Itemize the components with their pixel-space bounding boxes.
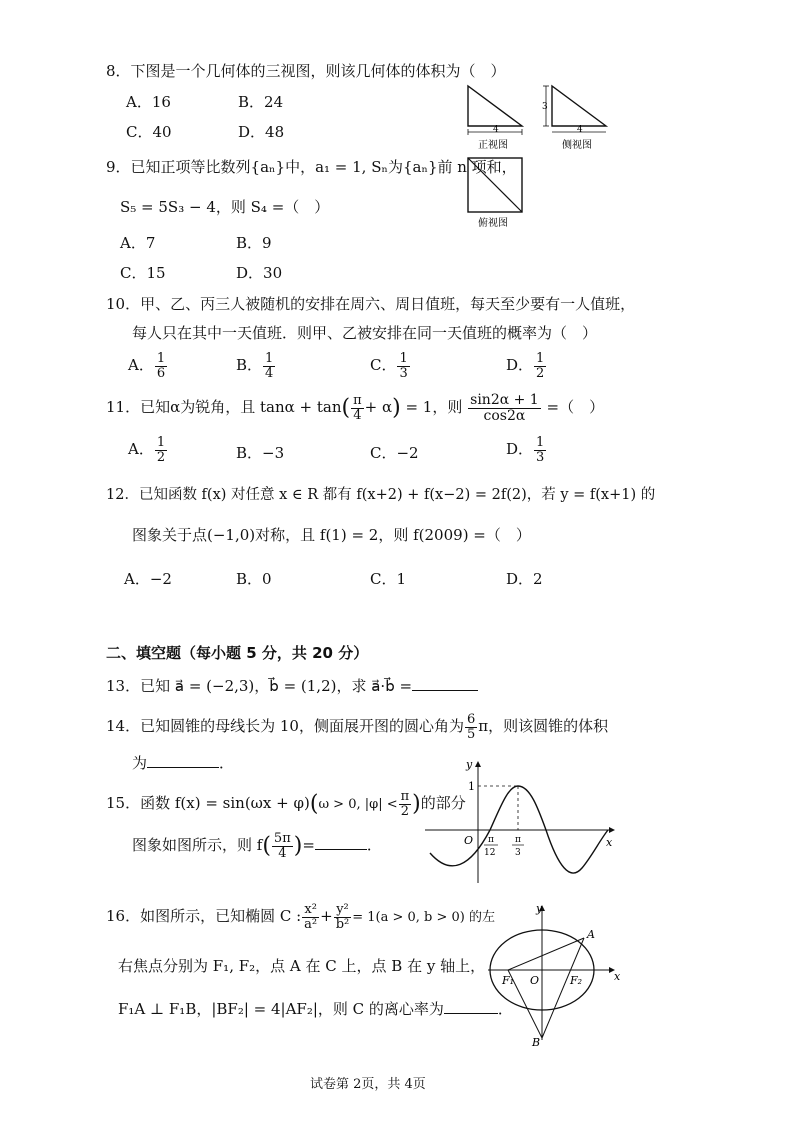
q10-option-c: C． $\frac{1}{3}$ (370, 351, 408, 381)
q8-option-c: C．40 (126, 123, 172, 141)
side-view-caption: 侧视图 (562, 140, 592, 151)
q16-stem-line3: F₁A ⊥ F₁B，|BF₂| = 4|AF₂|，则 C 的离心率为 ． (118, 1000, 513, 1018)
q10-option-a: A． $\frac{1}{6}$ (128, 351, 166, 381)
q8-stem: 8．下图是一个几何体的三视图，则该几何体的体积为（ ） (106, 62, 506, 80)
q11-stem: 11．已知α为锐角，且 tanα + tan( $\frac{\pi}{4}$ + α) = 1，则 $\frac{\sin 2\alpha + 1}{\cos 2\alpha}$ =（ ） (106, 392, 605, 424)
point-b-label: B (532, 1036, 541, 1049)
q15-stem-line2: 图象如图所示，则 f( $\frac{5\pi}{4}$ )= ． (132, 831, 382, 861)
q13-stem: 13．已知 a⃗ = (−2,3)，b⃗ = (1,2)，求 a⃗·b⃗ = (106, 675, 478, 696)
q15-answer-blank[interactable] (315, 849, 367, 850)
front-view-width-label: 4 (493, 125, 499, 135)
q9-option-a: A．7 (120, 234, 156, 252)
side-view (542, 86, 606, 151)
q8-option-d: D．48 (238, 123, 285, 141)
q10-option-d: D． $\frac{1}{2}$ (506, 351, 545, 381)
q16-stem: 16．如图所示，已知椭圆 C : $\frac{\text{x²}}{\text{a²}}$ + $\frac{\text{y²}}{\text{b²}}$ = 1(a > 0, b > 0) 的左 (106, 902, 496, 932)
x-tick-pi3-num: π (515, 835, 521, 845)
x-tick-pi3-den: 3 (515, 848, 521, 858)
q11-option-a: A． $\frac{1}{2}$ (128, 435, 166, 465)
front-view-caption: 正视图 (478, 140, 508, 151)
side-view-width-label: 4 (577, 125, 583, 135)
focus-f2-label: F₂ (570, 974, 583, 987)
q13-answer-blank[interactable] (412, 690, 478, 691)
ellipse-x-label: x (614, 970, 621, 983)
sine-graph-figure (420, 758, 620, 888)
q11-option-c: C．−2 (370, 444, 419, 462)
section-title-fill-in: 二、填空题（每小题 5 分，共 20 分） (106, 644, 369, 662)
q16-stem-line2: 右焦点分别为 F₁, F₂，点 A 在 C 上，点 B 在 y 轴上， (118, 957, 486, 975)
front-view (468, 86, 522, 151)
q12-option-d: D．2 (506, 570, 543, 588)
q12-stem-line2: 图象关于点(−1,0)对称，且 f(1) = 2，则 f(2009) =（ ） (132, 526, 531, 544)
ellipse-y-label: y (536, 902, 543, 915)
q14-stem: 14．已知圆锥的母线长为 10，侧面展开图的圆心角为 $\frac{6}{5}$ π，则该圆锥的体积 (106, 712, 609, 742)
q12-option-a: A．−2 (124, 570, 172, 588)
three-view-figure (460, 80, 620, 230)
y-axis-label: y (466, 758, 473, 771)
top-view-caption: 俯视图 (478, 218, 508, 229)
q10-option-b: B． $\frac{1}{4}$ (236, 351, 274, 381)
focus-f1-label: F₁ (502, 974, 515, 987)
q14-answer-blank[interactable] (147, 767, 219, 768)
q12-stem: 12．已知函数 f(x) 对任意 x ∈ R 都有 f(x+2) + f(x−2) = 2f(2)，若 y = f(x+1) 的 (106, 487, 656, 503)
q9-option-c: C．15 (120, 264, 166, 282)
point-a-label: A (587, 928, 595, 941)
q8-option-b: B．24 (238, 93, 284, 111)
q9-stem-line2: S₅ = 5S₃ − 4，则 S₄ =（ ） (120, 198, 330, 216)
x-tick-pi12-num: π (488, 835, 494, 845)
ellipse-figure (484, 900, 624, 1050)
q10-stem-line2: 每人只在其中一天值班．则甲、乙被安排在同一天值班的概率为（ ） (132, 324, 598, 342)
side-view-height-label: 3 (542, 102, 548, 112)
q8-option-a: A．16 (126, 93, 171, 111)
q9-stem: 9．已知正项等比数列{aₙ}中，a₁ = 1, Sₙ为{aₙ}前 n 项和， (106, 158, 517, 176)
q9-option-b: B．9 (236, 234, 272, 252)
q9-option-d: D．30 (236, 264, 283, 282)
q15-stem: 15．函数 f(x) = sin(ωx + φ)(ω > 0, |φ| < $\frac{\pi}{2}$ )的部分 (106, 789, 466, 819)
q12-option-b: B．0 (236, 570, 272, 588)
ellipse-origin-label: O (530, 974, 540, 987)
page-footer: 试卷第 2页，共 4页 (310, 1077, 426, 1092)
y-tick-1-label: 1 (468, 780, 475, 793)
q12-option-c: C．1 (370, 570, 407, 588)
x-axis-label: x (606, 836, 613, 849)
q11-option-b: B．−3 (236, 444, 285, 462)
q10-stem: 10．甲、乙、丙三人被随机的安排在周六、周日值班，每天至少要有一人值班， (106, 295, 636, 313)
origin-label: O (464, 834, 474, 847)
q14-stem-line2: 为 ． (132, 754, 235, 772)
x-tick-pi12-den: 12 (484, 848, 496, 858)
q11-option-d: D． $\frac{1}{3}$ (506, 435, 545, 465)
